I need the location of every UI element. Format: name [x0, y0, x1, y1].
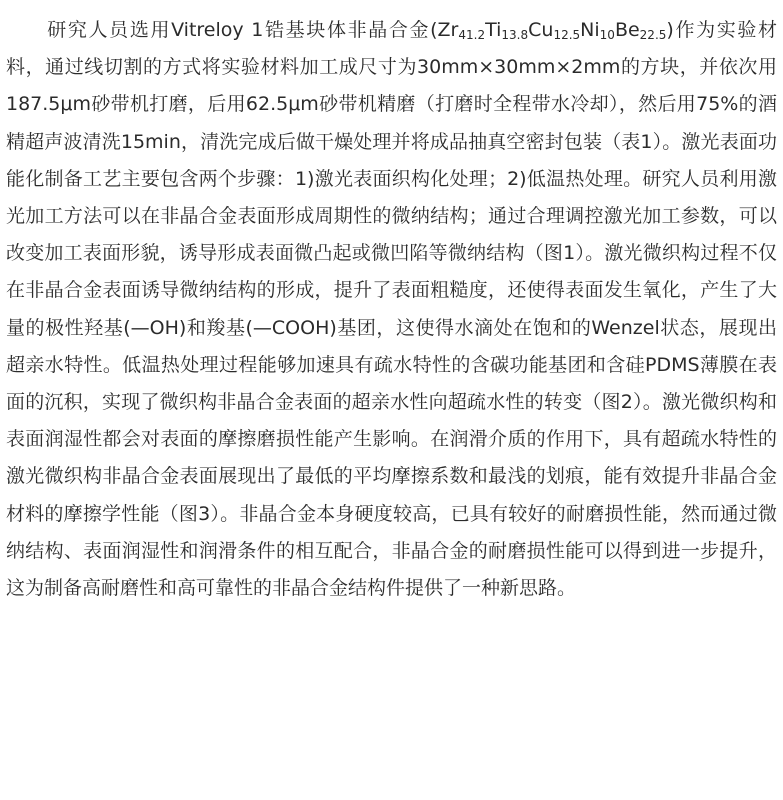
- body-paragraph: [6, 12, 777, 607]
- element-be: Be: [614, 19, 640, 41]
- paragraph-text-continued: )作为实验材料，通过线切割的方式将实验材料加工成尺寸为30mm×30mm×2mm的方块，并依次用187.5μm砂带机打磨，后用62.5μm砂带机精磨（打磨时全程带水冷却），然后用75%的酒精超声波清洗15min，清洗完成后做干燥处理并将成品抽真空密封包装（表1）。激光表面功能化制备工艺主要包含两个步骤：1)激光表面织构化处理；2)低温热处理。研究人员利用激光加工方法可以在非晶合金表面形成周期性的微纳结构；通过合理调控激光加工参数，可以改变加工表面形貌，诱导形成表面微凸起或微凹陷等微纳结构（图1）。激光微织构过程不仅在非晶合金表面诱导微纳结构的形成，提升了表面粗糙度，还使得表面发生氧化，产生了大量的极性羟基(—OH)和羧基(—COOH)基团，这使得水滴处在饱和的Wenzel状态，展现出超亲水特性。低温热处理过程能够加速具有疏水特性的含碳功能基团和含硅PDMS薄膜在表面的沉积，实现了微织构非晶合金表面的超亲水性向超疏水性的转变（图2）。激光微织构和表面润湿性都会对表面的摩擦磨损性能产生影响。在润滑介质的作用下，具有超疏水特性的激光微织构非晶合金表面展现出了最低的平均摩擦系数和最浅的划痕，能有效提升非晶合金材料的摩擦学性能（图3）。非晶合金本身硬度较高，已具有较好的耐磨损性能，然而通过微纳结构、表面润湿性和润滑条件的相互配合，非晶合金的耐磨损性能可以得到进一步提升，这为制备高耐磨性和高可靠性的非晶合金结构件提供了一种新思路。: [6, 19, 777, 600]
- element-ti: Ti: [485, 19, 502, 41]
- subscript-be: 22.5: [639, 28, 667, 42]
- subscript-zr: 41.2: [458, 28, 486, 42]
- paragraph-text: 研究人员选用Vitreloy 1锆基块体非晶合金(Zr: [6, 19, 459, 41]
- subscript-ti: 13.8: [501, 28, 529, 42]
- element-cu: Cu: [528, 19, 554, 41]
- subscript-cu: 12.5: [553, 28, 581, 42]
- element-ni: Ni: [580, 19, 600, 41]
- subscript-ni: 10: [599, 28, 615, 42]
